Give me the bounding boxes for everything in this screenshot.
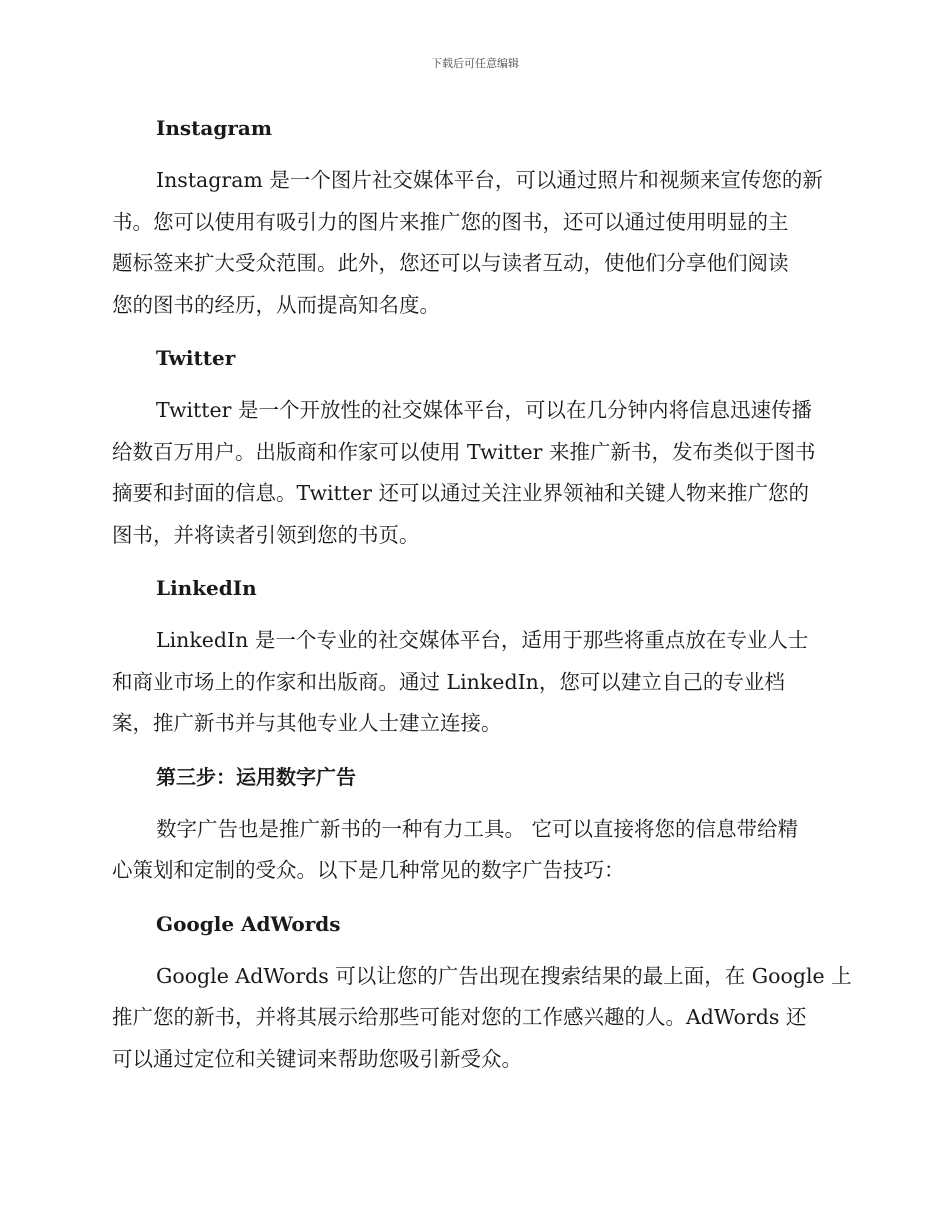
section-heading-instagram: Instagram — [156, 116, 272, 140]
paragraph-google-adwords — [112, 956, 852, 1081]
paragraph-instagram — [112, 160, 838, 326]
section-heading-google-adwords: Google AdWords — [156, 911, 341, 936]
paragraph-line: 数字广告也是推广新书的一种有力工具。 它可以直接将您的信息带给精 — [156, 816, 799, 841]
paragraph-line: 和商业市场上的作家和出版商。通过 LinkedIn，您可以建立自己的专业档 — [112, 669, 785, 694]
paragraph-line: 可以通过定位和关键词来帮助您吸引新受众。 — [112, 1046, 522, 1071]
paragraph-digital-ads — [112, 809, 838, 892]
paragraph-twitter — [112, 390, 838, 556]
paragraph-line: 题标签来扩大受众范围。此外，您还可以与读者互动，使他们分享他们阅读 — [112, 251, 789, 275]
document-body — [112, 110, 852, 1094]
paragraph-line: 推广您的新书，并将其展示给那些可能对您的工作感兴趣的人。AdWords 还 — [112, 1005, 807, 1029]
paragraph-line: 书。您可以使用有吸引力的图片来推广您的图书，还可以通过使用明显的主 — [112, 209, 789, 234]
section-heading-twitter: Twitter — [156, 346, 236, 370]
paragraph-line: 摘要和封面的信息。Twitter 还可以通过关注业界领袖和关键人物来推广您的 — [112, 481, 809, 505]
paragraph-line: 心策划和定制的受众。以下是几种常见的数字广告技巧： — [112, 858, 625, 882]
paragraph-linkedin — [112, 620, 838, 745]
paragraph-line: Google AdWords 可以让您的广告出现在搜索结果的最上面，在 Google 上 — [156, 963, 852, 988]
paragraph-line: Instagram 是一个图片社交媒体平台，可以通过照片和视频来宣传您的新 — [156, 168, 823, 192]
paragraph-line: LinkedIn 是一个专业的社交媒体平台，适用于那些将重点放在专业人士 — [156, 628, 809, 652]
paragraph-line: 案，推广新书并与其他专业人士建立连接。 — [112, 711, 502, 735]
paragraph-line: 图书，并将读者引领到您的书页。 — [112, 522, 420, 547]
paragraph-line: 您的图书的经历，从而提高知名度。 — [112, 292, 440, 317]
page-header: 下载后可任意编辑 — [431, 57, 519, 70]
section-heading-step-three: 第三步：运用数字广告 — [156, 764, 356, 789]
section-heading-linkedin: LinkedIn — [156, 576, 257, 600]
paragraph-line: Twitter 是一个开放性的社交媒体平台，可以在几分钟内将信息迅速传播 — [156, 398, 812, 422]
paragraph-line: 给数百万用户。出版商和作家可以使用 Twitter 来推广新书，发布类似于图书 — [112, 439, 816, 464]
